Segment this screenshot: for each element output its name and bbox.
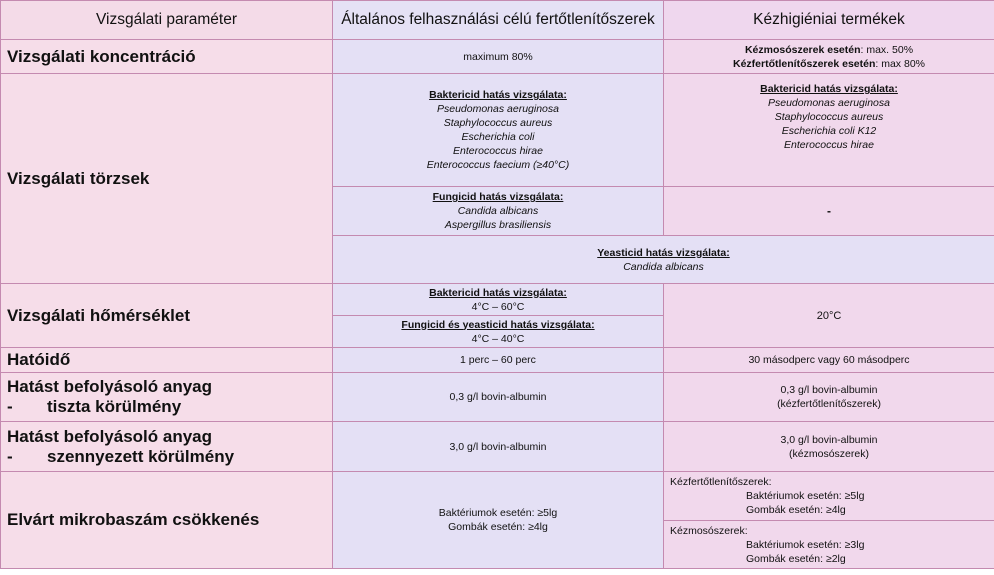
temperature-fungicidal: Fungicid és yeasticid hatás vizsgálata: 4°C – 40°C	[333, 316, 664, 348]
row-label-strains: Vizsgálati törzsek	[1, 74, 333, 284]
strains-general-fungicidal: Fungicid hatás vizsgálata: Candida albicans Aspergillus brasiliensis	[333, 187, 664, 236]
strains-hand-bactericidal: Baktericid hatás vizsgálata: Pseudomonas aeruginosa Staphylococcus aureus Escherichia coli K12 Enterococcus hirae	[664, 74, 994, 187]
dirty-condition-hand: 3,0 g/l bovin-albumin (kézmosószerek)	[664, 422, 994, 472]
log-reduction-general: Baktériumok esetén: ≥5lg Gombák esetén: ≥4lg	[333, 472, 664, 569]
header-general-disinfectants: Általános felhasználási célú fertőtlenítőszerek	[333, 1, 664, 40]
row-label-log-reduction: Elvárt mikrobaszám csökkenés	[1, 472, 333, 569]
table-row	[1, 373, 994, 422]
row-label-temperature: Vizsgálati hőmérséklet	[1, 284, 333, 348]
row-label-contact-time: Hatóidő	[1, 348, 333, 373]
clean-condition-hand: 0,3 g/l bovin-albumin (kézfertőtlenítőszerek)	[664, 373, 994, 422]
log-reduction-hand-disinfectants: Kézfertőtlenítőszerek: Baktériumok esetén: ≥5lg Gombák esetén: ≥4lg	[664, 472, 994, 521]
table-row	[1, 40, 994, 74]
concentration-general: maximum 80%	[333, 40, 664, 74]
table-row	[1, 74, 994, 187]
clean-condition-general: 0,3 g/l bovin-albumin	[333, 373, 664, 422]
table-row	[1, 472, 994, 521]
table-row	[1, 284, 994, 316]
row-label-dirty-condition: Hatást befolyásoló anyag - szennyezett körülmény	[1, 422, 333, 472]
table-row	[1, 348, 994, 373]
temperature-hand: 20°C	[664, 284, 994, 348]
dirty-condition-general: 3,0 g/l bovin-albumin	[333, 422, 664, 472]
header-parameter: Vizsgálati paraméter	[1, 1, 333, 40]
header-row	[1, 1, 994, 40]
row-label-clean-condition: Hatást befolyásoló anyag - tiszta körülmény	[1, 373, 333, 422]
temperature-bactericidal: Baktericid hatás vizsgálata: 4°C – 60°C	[333, 284, 664, 316]
concentration-hand: Kézmosószerek esetén: max. 50% Kézfertőtlenítőszerek esetén: max 80%	[664, 40, 994, 74]
contact-time-hand: 30 másodperc vagy 60 másodperc	[664, 348, 994, 373]
strains-general-bactericidal: Baktericid hatás vizsgálata: Pseudomonas aeruginosa Staphylococcus aureus Escherichia coli Enterococcus hirae Enterococcus faecium (≥40°C)	[333, 74, 664, 187]
strains-hand-fungicidal: -	[664, 187, 994, 236]
strains-yeasticidal: Yeasticid hatás vizsgálata: Candida albicans	[333, 236, 994, 284]
header-hand-hygiene: Kézhigiéniai termékek	[664, 1, 994, 40]
contact-time-general: 1 perc – 60 perc	[333, 348, 664, 373]
table-row	[1, 422, 994, 472]
log-reduction-hand-soaps: Kézmosószerek: Baktériumok esetén: ≥3lg Gombák esetén: ≥2lg	[664, 521, 994, 569]
row-label-concentration: Vizsgálati koncentráció	[1, 40, 333, 74]
